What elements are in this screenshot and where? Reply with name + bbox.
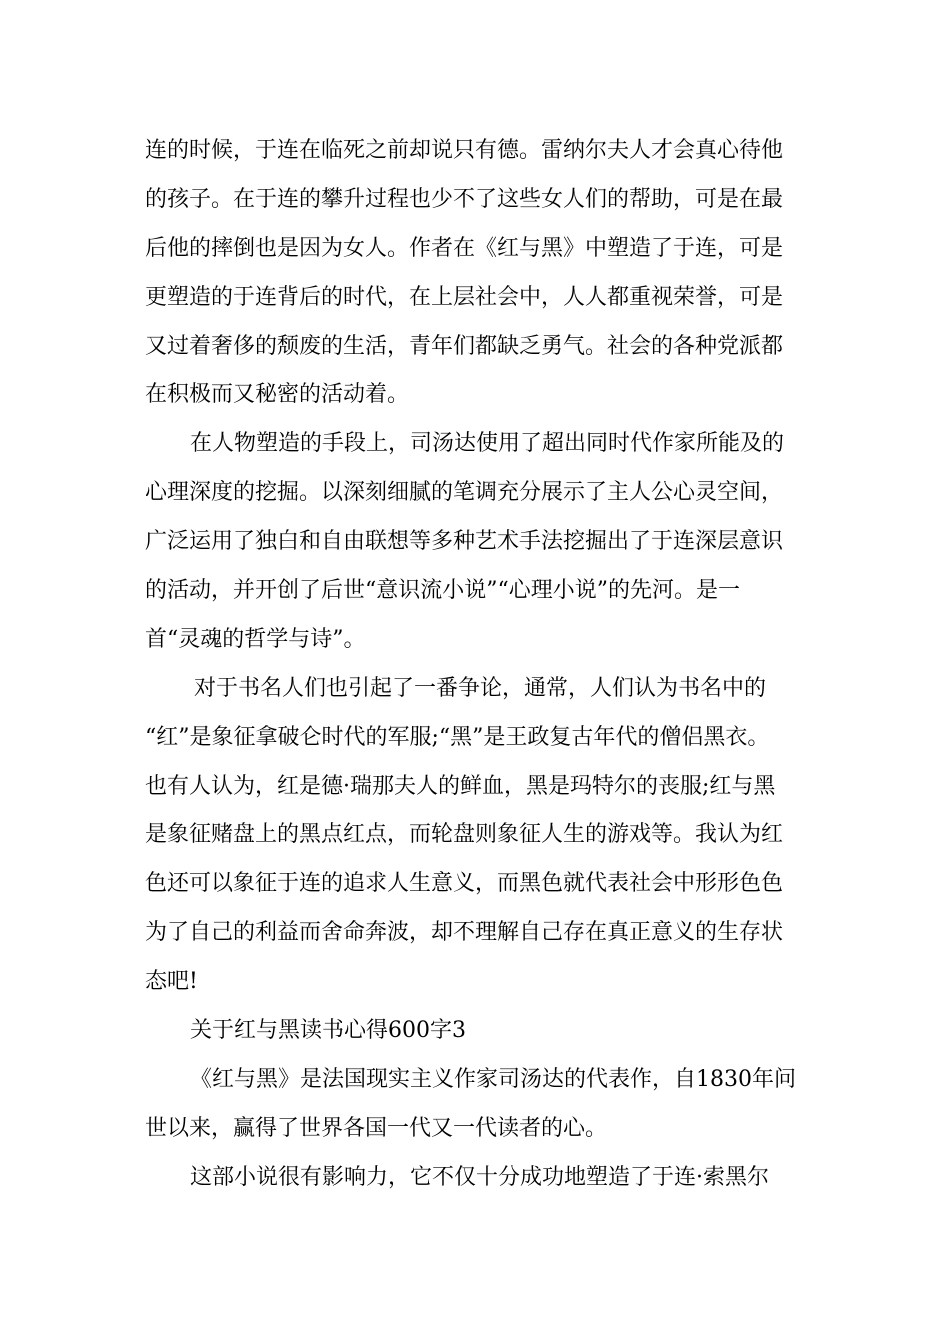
text-line: 又过着奢侈的颓废的生活，青年们都缺乏勇气。社会的各种党派都 [145, 333, 784, 359]
paragraph-4 [145, 1056, 825, 1154]
text-line: 的孩子。在于连的攀升过程也少不了这些女人们的帮助，可是在最 [145, 186, 784, 212]
text-line: 在积极而又秘密的活动着。 [145, 382, 410, 408]
text-line: 心理深度的挖掘。以深刻细腻的笔调充分展示了主人公心灵空间， [145, 480, 784, 506]
paragraph-1 [145, 127, 825, 420]
section-heading [145, 1007, 825, 1056]
heading-line: 关于红与黑读书心得600字3 [190, 1018, 466, 1044]
text-line: 也有人认为，红是德·瑞那夫人的鲜血，黑是玛特尔的丧服;红与黑 [145, 773, 776, 799]
text-line: 为了自己的利益而舍命奔波，却不理解自己存在真正意义的生存状 [145, 920, 784, 946]
text-line: 的活动，并开创了后世“意识流小说”“心理小说”的先河。是一 [145, 578, 740, 604]
paragraph-5 [145, 1154, 825, 1203]
paragraph-3 [145, 665, 825, 1007]
text-line: 广泛运用了独白和自由联想等多种艺术手法挖掘出了于连深层意识 [145, 529, 784, 555]
text-line: 对于书名人们也引起了一番争论，通常，人们认为书名中的 [194, 675, 767, 701]
text-line: 更塑造的于连背后的时代，在上层社会中，人人都重视荣誉，可是 [145, 284, 784, 310]
text-line: 后他的摔倒也是因为女人。作者在《红与黑》中塑造了于连，可是 [145, 235, 784, 261]
text-line: 态吧! [145, 969, 198, 995]
text-line: 连的时候，于连在临死之前却说只有德。雷纳尔夫人才会真心待他 [145, 138, 784, 163]
text-line: 这部小说很有影响力，它不仅十分成功地塑造了于连·索黑尔 [190, 1164, 769, 1190]
text-line: 首“灵魂的哲学与诗”。 [145, 626, 366, 652]
document-body [145, 127, 825, 1203]
text-line: 在人物塑造的手段上，司汤达使用了超出同时代作家所能及的 [190, 431, 785, 457]
text-line: 色还可以象征于连的追求人生意义，而黑色就代表社会中形形色色 [145, 871, 784, 897]
text-line: 《红与黑》是法国现实主义作家司汤达的代表作，自1830年问 [190, 1066, 796, 1092]
paragraph-2 [145, 420, 825, 664]
text-line: 是象征赌盘上的黑点红点，而轮盘则象征人生的游戏等。我认为红 [145, 822, 784, 848]
text-line: 世以来，赢得了世界各国一代又一代读者的心。 [145, 1115, 608, 1141]
text-line: “红”是象征拿破仑时代的军服;“黑”是王政复古年代的僧侣黑衣。 [145, 724, 770, 750]
